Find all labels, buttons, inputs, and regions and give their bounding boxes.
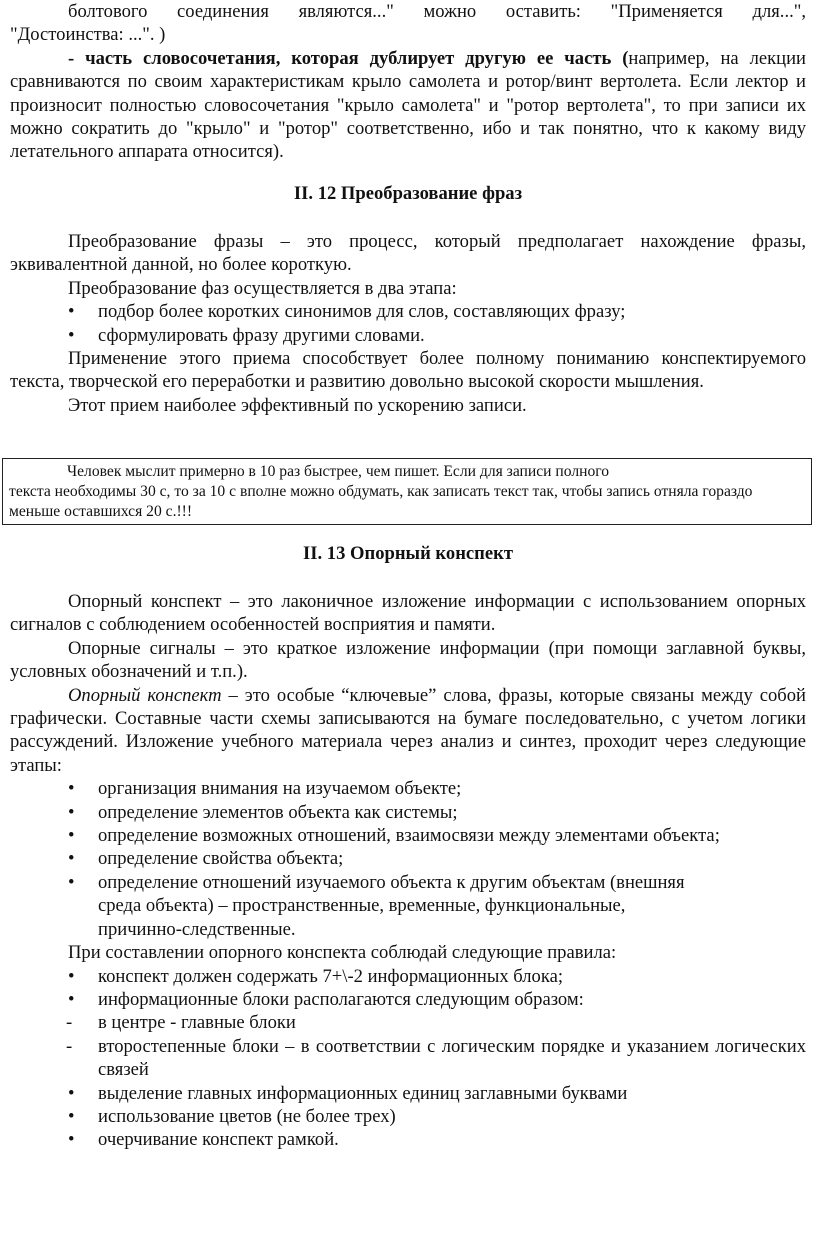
s12-paragraph-3: Применение этого приема способствует более полному пониманию конспектируемого текста, творческой его переработки и развитию довольно высокой скорости мышления. bbox=[10, 348, 806, 393]
bullet-mark: • bbox=[68, 1105, 75, 1127]
top-paragraph-rest: например, на лекции сравниваются по своим характеристикам крыло самолета и ротор/винт вертолета. Если лектор и произносит полностью словосочетания "крыло самолета" и "ротор вертолета", то при записи их можно сократить до "крыло" и "ротор" соответственно, ибо и так понятно, что к какому виду летательного аппарата относится). bbox=[10, 47, 806, 163]
list-item bbox=[10, 1105, 806, 1128]
list-item-text: выделение главных информационных единиц заглавными буквами bbox=[98, 1082, 628, 1104]
s12-paragraph-4: Этот прием наиболее эффективный по ускорению записи. bbox=[68, 394, 527, 416]
list-item bbox=[10, 1128, 806, 1151]
list-item bbox=[10, 1011, 806, 1034]
box-line-3: меньше оставшихся 20 с.!!! bbox=[9, 503, 193, 520]
bullet-mark: • bbox=[68, 825, 75, 847]
list-item bbox=[10, 1035, 806, 1082]
section-13-body bbox=[10, 590, 806, 1152]
section-12-body bbox=[10, 230, 806, 417]
list-item bbox=[10, 777, 806, 800]
list-item bbox=[10, 300, 806, 323]
list-item-text: в центре - главные блоки bbox=[98, 1012, 296, 1034]
list-item-text: определение отношений изучаемого объекта к другим объектам (внешняя среда объекта) – пространственные, временные, функциональные, причинно-следственные. bbox=[98, 871, 685, 940]
section-12-title: II. 12 Преобразование фраз bbox=[293, 183, 523, 204]
bullet-mark: • bbox=[68, 988, 75, 1010]
s13-paragraph-3-rest: – это особые “ключевые” слова, фразы, которые связаны между собой графически. Составные части схемы записываются на бумаге последовательно, с учетом логики рассуждений. Изложение учебного материала через анализ и синтез, проходит через следующие этапы: bbox=[10, 684, 806, 776]
bullet-mark: • bbox=[68, 778, 75, 800]
s13-paragraph-1: Опорный конспект – это лаконичное изложение информации с использованием опорных сигналов с соблюдением особенностей восприятия и памяти. bbox=[10, 591, 806, 636]
bullet-mark: • bbox=[68, 1129, 75, 1151]
list-item-text: подбор более коротких синонимов для слов, составляющих фразу; bbox=[98, 301, 626, 323]
list-item-text: определение свойства объекта; bbox=[98, 848, 344, 870]
list-item bbox=[10, 847, 806, 870]
s13-italic-term: Опорный конспект bbox=[68, 684, 222, 706]
bold-lead: - часть словосочетания, которая дублирует другую ее часть ( bbox=[68, 47, 629, 69]
section-13-title: II. 13 Опорный конспект bbox=[303, 543, 513, 564]
list-item bbox=[10, 965, 806, 988]
top-paragraph bbox=[10, 47, 806, 164]
bullet-mark: • bbox=[68, 848, 75, 870]
bullet-mark: • bbox=[68, 801, 75, 823]
list-item bbox=[10, 988, 806, 1011]
list-item bbox=[10, 871, 806, 941]
bullet-mark: • bbox=[68, 871, 75, 893]
bullet-mark: • bbox=[68, 1082, 75, 1104]
list-item-text: очерчивание конспект рамкой. bbox=[98, 1129, 339, 1151]
list-item-text: сформулировать фразу другими словами. bbox=[98, 324, 425, 346]
dash-mark: - bbox=[66, 1012, 73, 1034]
s12-paragraph-1: Преобразование фразы – это процесс, который предполагает нахождение фразы, эквивалентной данной, но более короткую. bbox=[10, 231, 806, 276]
bullet-mark: • bbox=[68, 301, 75, 323]
list-item-text: определение элементов объекта как системы; bbox=[98, 801, 458, 823]
dash-mark: - bbox=[66, 1035, 73, 1057]
s13-paragraph-4: При составлении опорного конспекта соблюдай следующие правила: bbox=[68, 942, 617, 964]
highlight-box bbox=[2, 458, 812, 525]
list-item bbox=[10, 801, 806, 824]
box-line-1: Человек мыслит примерно в 10 раз быстрее, чем пишет. Если для записи полного bbox=[67, 463, 610, 480]
s12-bullet-list bbox=[10, 300, 806, 347]
list-item bbox=[10, 824, 806, 847]
s13-paragraph-2: Опорные сигналы – это краткое изложение информации (при помощи заглавной буквы, условных обозначений и т.п.). bbox=[10, 637, 806, 683]
s12-paragraph-2: Преобразование фаз осуществляется в два этапа: bbox=[68, 277, 457, 299]
s13-paragraph-3 bbox=[10, 684, 806, 778]
list-item-text: определение возможных отношений, взаимосвязи между элементами объекта; bbox=[98, 825, 720, 847]
s13-stages-list bbox=[10, 777, 806, 941]
bullet-mark: • bbox=[68, 324, 75, 346]
box-line-2: текста необходимы 30 с, то за 10 с вполне можно обдумать, как записать текст так, чтобы запись отняла гораздо bbox=[9, 483, 753, 500]
bullet-mark: • bbox=[68, 965, 75, 987]
list-item-text: организация внимания на изучаемом объекте; bbox=[98, 778, 462, 800]
s13-rules-list bbox=[10, 965, 806, 1152]
list-item-text: использование цветов (не более трех) bbox=[98, 1105, 396, 1127]
list-item bbox=[10, 324, 806, 347]
top-line-1: болтового соединения являются..." можно оставить: "Применяется для...", bbox=[68, 1, 806, 22]
list-item bbox=[10, 1082, 806, 1105]
list-item-text: конспект должен содержать 7+\-2 информационных блока; bbox=[98, 965, 564, 987]
top-continuation bbox=[10, 0, 806, 164]
top-line-2: "Достоинства: ...". ) bbox=[10, 24, 166, 46]
list-item-text: информационные блоки располагаются следующим образом: bbox=[98, 988, 584, 1010]
list-item-text: второстепенные блоки – в соответствии с логическим порядке и указанием логических связей bbox=[98, 1035, 806, 1081]
